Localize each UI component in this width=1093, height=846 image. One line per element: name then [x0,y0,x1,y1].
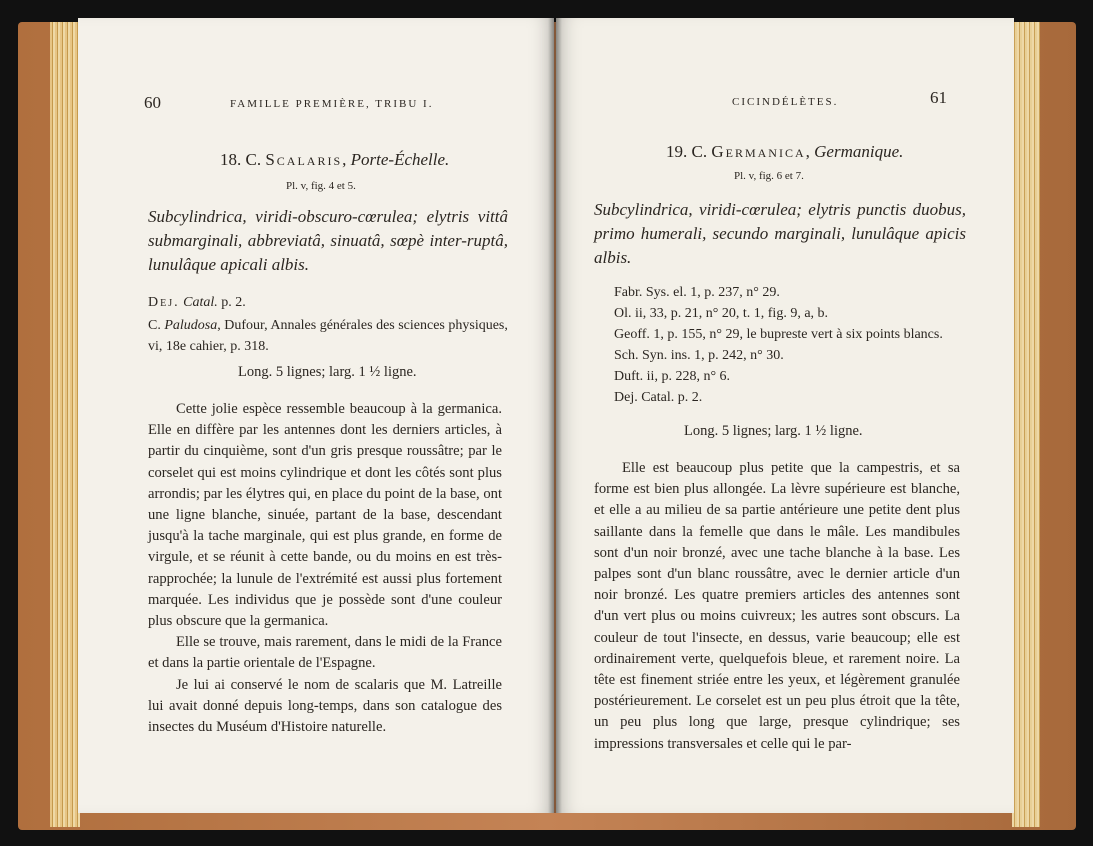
page-edges-right [1012,22,1040,827]
book-gutter [548,18,562,813]
species-number: 19. C. [666,142,708,161]
reference: Dej. Catal. p. 2. [148,295,246,310]
right-page [556,18,1014,813]
running-head: FAMILLE PREMIÈRE, TRIBU I. [230,98,434,110]
body-text [148,399,502,738]
species-common-name: Germanique. [814,142,904,161]
paragraph: Je lui ai conservé le nom de scalaris que M. Latreille lui avait donné depuis long-temps, dans son catalogue des insectes du Muséum d'Histoire naturelle. [148,676,502,736]
plate-reference: Pl. v, fig. 4 et 5. [286,180,356,192]
species-heading: 19. C. Germanica, Germanique. [666,142,904,161]
species-name: Scalaris [265,150,343,169]
paragraph: Cette jolie espèce ressemble beaucoup à la germanica. Elle en diffère par les antennes dont les derniers articles, à partir du cinquième, sont d'un gris presque roussâtre; par le corselet qui est moins cylindrique et dont les côtés sont plus arrondis; par les élytres qui, en place du point de la base, ont une ligne blanche, sinuée, partant de la base, descendant jusqu'à la tache marginale, qui est plus grande, en forme de virgule, et se réunit à cette bande, ou du moins en est très-rapprochée; la lunule de l'extrémité est aussi plus fortement marquée. Les individus que je possède sont d'une couleur plus obscure que la germanica. [148,401,502,630]
species-common-name: Porte-Échelle. [350,150,450,169]
references-list [614,282,964,408]
body-text [594,458,960,755]
reference: C. Paludosa, Dufour, Annales générales des sciences physiques, vi, 18e cahier, p. 318. [148,318,508,354]
page-number: 61 [930,88,947,107]
species-number: 18. C. [220,150,262,169]
paragraph: Elle est beaucoup plus petite que la campestris, et sa forme est bien plus allongée. La lèvre supérieure est blanche, et elle a au milieu de sa partie antérieure une petite dent plus saillante dans la femelle que dans le mâle. Les mandibules sont d'un noir bronzé, avec une tache blanche à la base. Les palpes sont d'un blanc roussâtre, avec le dernier article d'un noir bronzé. Les quatre premiers articles des antennes sont d'un vert plus ou moins cuivreux; les autres sont obscurs. La couleur de tout l'insecte, en dessus, varie beaucoup; elle est ordinairement verte, quelquefois bleue, et rarement noire. La tête est finement striée entre les yeux, et légèrement granulée postérieurement. Le corselet est un peu plus étroit que la tête, un peu plus long que large, presque cylindrique; ses impressions transversales et celle qui le par- [594,460,960,752]
latin-description: Subcylindrica, viridi-cœrulea; elytris punctis duobus, primo humerali, secundo marginali, lunulâque apicis albis. [594,200,966,267]
page-edges-left [50,22,80,827]
paragraph: Elle se trouve, mais rarement, dans le midi de la France et dans la partie orientale de l'Espagne. [148,634,502,672]
reference: Dej. Catal. p. 2. [614,390,703,405]
left-page [78,18,554,813]
reference: Ol. ii, 33, p. 21, n° 20, t. 1, fig. 9, a, b. [614,306,829,321]
running-head: CICINDÉLÈTES. [732,96,839,108]
reference: Sch. Syn. ins. 1, p. 242, n° 30. [614,348,784,363]
reference: Geoff. 1, p. 155, n° 29, le bupreste vert à six points blancs. [614,327,943,342]
plate-reference: Pl. v, fig. 6 et 7. [734,170,804,182]
measurement: Long. 5 lignes; larg. 1 ½ ligne. [238,364,417,380]
measurement: Long. 5 lignes; larg. 1 ½ ligne. [684,423,863,439]
latin-description: Subcylindrica, viridi-obscuro-cœrulea; elytris vittâ submarginali, abbreviatâ, sinuatâ, sœpè inter-ruptâ, lunulâque apicali albis. [148,207,508,274]
species-name: Germanica [711,142,806,161]
species-heading: 18. C. Scalaris, Porte-Échelle. [220,150,450,169]
page-number: 60 [144,93,161,112]
reference: Fabr. Sys. el. 1, p. 237, n° 29. [614,285,780,300]
reference: Duft. ii, p. 228, n° 6. [614,369,731,384]
